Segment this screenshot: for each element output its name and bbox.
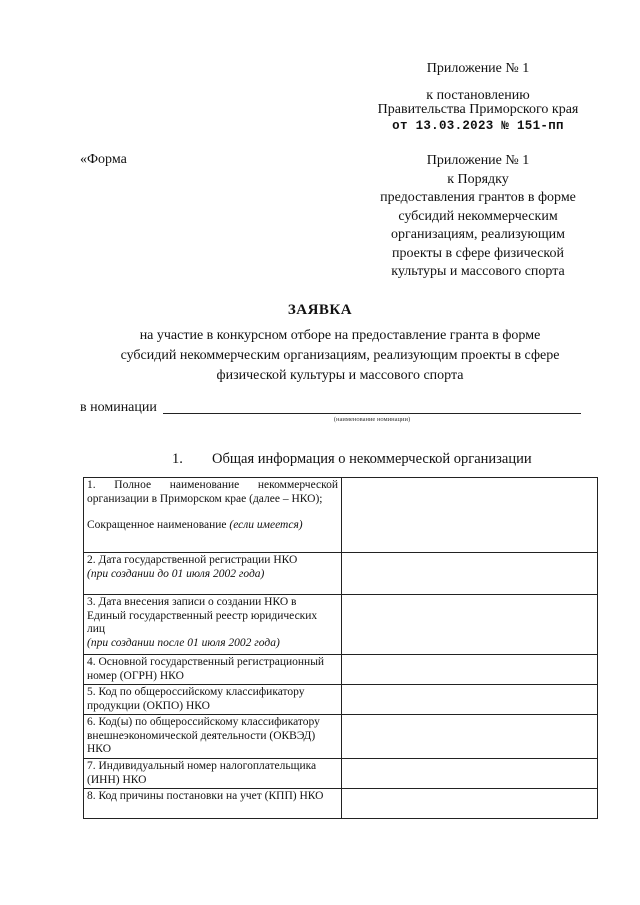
procedure-appendix-line: к Порядку bbox=[447, 171, 509, 187]
row-label: 5. Код по общероссийскому классификатору продукции (ОКПО) НКО bbox=[84, 685, 342, 715]
row-label bbox=[84, 478, 342, 553]
table-row bbox=[84, 478, 598, 553]
table-row bbox=[84, 789, 598, 819]
procedure-appendix-line: проекты в сфере физической bbox=[392, 245, 564, 261]
row-note: (если имеется) bbox=[229, 519, 303, 531]
procedure-appendix bbox=[360, 152, 596, 282]
document-subtitle bbox=[80, 326, 600, 386]
table-row bbox=[84, 595, 598, 655]
row-value-cell[interactable] bbox=[342, 759, 598, 789]
row-text: 1. Полное наименование некоммерческой организации в Приморском крае (далее – НКО); bbox=[87, 479, 338, 505]
row-note: (при создании до 01 июля 2002 года) bbox=[87, 567, 265, 580]
row-label bbox=[84, 595, 342, 655]
table-row bbox=[84, 655, 598, 685]
document-title: ЗАЯВКА bbox=[287, 302, 353, 318]
form-marker: «Форма bbox=[80, 152, 127, 167]
procedure-appendix-line: предоставления грантов в форме bbox=[380, 190, 576, 205]
row-text-2 bbox=[87, 519, 338, 533]
row-value-cell[interactable] bbox=[342, 789, 598, 819]
government-name: Правительства Приморского края bbox=[377, 102, 579, 117]
row-text: 2. Дата государственной регистрации НКО bbox=[87, 554, 298, 566]
row-label: 7. Индивидуальный номер налогоплательщика (ИНН) НКО bbox=[84, 759, 342, 789]
row-value-cell[interactable] bbox=[342, 595, 598, 655]
table-row bbox=[84, 553, 598, 595]
row-value-cell[interactable] bbox=[342, 685, 598, 715]
section-heading bbox=[172, 451, 532, 468]
appendix-title: Приложение № 1 bbox=[426, 61, 530, 76]
row-label: 6. Код(ы) по общероссийскому классификатору внешнеэкономической деятельности (ОКВЭД) НКО bbox=[84, 715, 342, 759]
short-name-label: Сокращенное наименование bbox=[87, 519, 227, 531]
row-label bbox=[84, 553, 342, 595]
nomination-caption: (наименование номинации) bbox=[333, 416, 411, 423]
subtitle-line: субсидий некоммерческим организациям, реализующим проекты в сфере bbox=[120, 348, 560, 363]
section-title: Общая информация о некоммерческой организации bbox=[212, 451, 532, 467]
procedure-appendix-title: Приложение № 1 bbox=[426, 153, 530, 168]
row-label: 8. Код причины постановки на учет (КПП) НКО bbox=[84, 789, 342, 819]
procedure-appendix-line: организациям, реализующим bbox=[391, 227, 565, 242]
to-resolution: к постановлению bbox=[426, 88, 530, 103]
date-number-stamp: от 13.03.2023 № 151-пп bbox=[392, 119, 564, 133]
row-value-cell[interactable] bbox=[342, 553, 598, 595]
row-label: 4. Основной государственный регистрационный номер (ОГРН) НКО bbox=[84, 655, 342, 685]
section-number: 1. bbox=[172, 451, 183, 467]
procedure-appendix-line: субсидий некоммерческим bbox=[398, 208, 558, 224]
table-row bbox=[84, 759, 598, 789]
table-row bbox=[84, 715, 598, 759]
row-text: 3. Дата внесения записи о создании НКО в Единый государственный реестр юридических лиц bbox=[87, 596, 318, 635]
procedure-appendix-line: культуры и массового спорта bbox=[391, 264, 565, 279]
organization-info-table bbox=[83, 477, 598, 819]
row-note: (при создании после 01 июля 2002 года) bbox=[87, 636, 280, 649]
table-row bbox=[84, 685, 598, 715]
row-value-cell[interactable] bbox=[342, 715, 598, 759]
subtitle-line: на участие в конкурсном отборе на предоставление гранта в форме bbox=[139, 328, 541, 343]
nomination-fill-line[interactable] bbox=[163, 413, 581, 414]
row-value-cell[interactable] bbox=[342, 655, 598, 685]
row-value-cell[interactable] bbox=[342, 478, 598, 553]
subtitle-line: физической культуры и массового спорта bbox=[216, 368, 464, 383]
nomination-label: в номинации bbox=[80, 400, 157, 415]
